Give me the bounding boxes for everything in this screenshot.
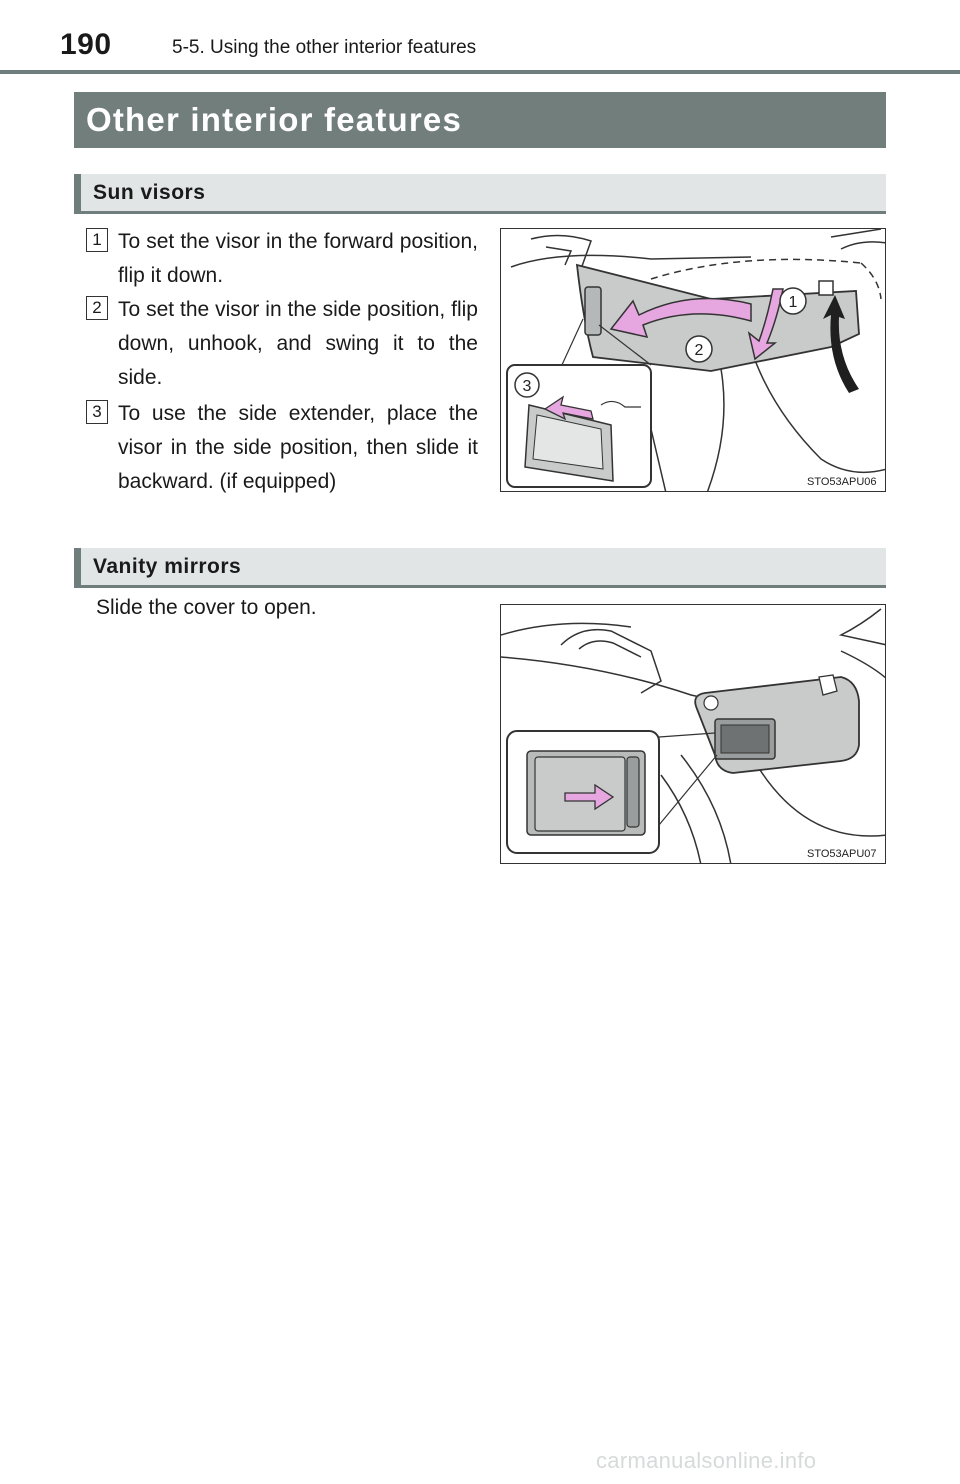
sun-visor-illustration — [501, 229, 886, 492]
vanity-mirrors-heading-bar — [74, 548, 886, 588]
figure-code: STO53APU07 — [807, 848, 877, 860]
vanity-mirror-illustration — [501, 605, 886, 864]
visor-hook — [819, 281, 833, 295]
step-number: 1 — [86, 228, 108, 252]
chapter-title-bar — [74, 92, 886, 148]
header-divider — [0, 70, 960, 74]
section-path: 5-5. Using the other interior features — [172, 37, 477, 58]
vanity-mirror-instruction: Slide the cover to open. — [96, 596, 317, 619]
callout-3-label: 3 — [522, 378, 532, 395]
vanity-mirror-figure — [500, 604, 886, 864]
sun-visors-heading: Sun visors — [93, 181, 206, 204]
figure-code: STO53APU06 — [807, 476, 877, 488]
step-text: To set the visor in the forward position, flip it down. — [118, 230, 478, 287]
callout-2-label: 2 — [694, 342, 704, 359]
chapter-title: Other interior features — [86, 101, 463, 138]
visor-extender-slot — [585, 287, 601, 335]
step-text: To use the side extender, place the visor in the side position, then slide it backward. (if equipped) — [118, 402, 478, 493]
sun-visor-figure — [500, 228, 886, 492]
step-number: 2 — [86, 296, 108, 320]
vanity-mirrors-heading: Vanity mirrors — [93, 555, 242, 578]
watermark: carmanualsonline.info — [596, 1448, 817, 1473]
sun-visors-heading-bar — [74, 174, 886, 214]
step-text: To set the visor in the side position, flip down, unhook, and swing it to the side. — [118, 298, 478, 389]
page-number: 190 — [60, 28, 112, 61]
callout-1-label: 1 — [788, 294, 798, 311]
step-number: 3 — [86, 400, 108, 424]
